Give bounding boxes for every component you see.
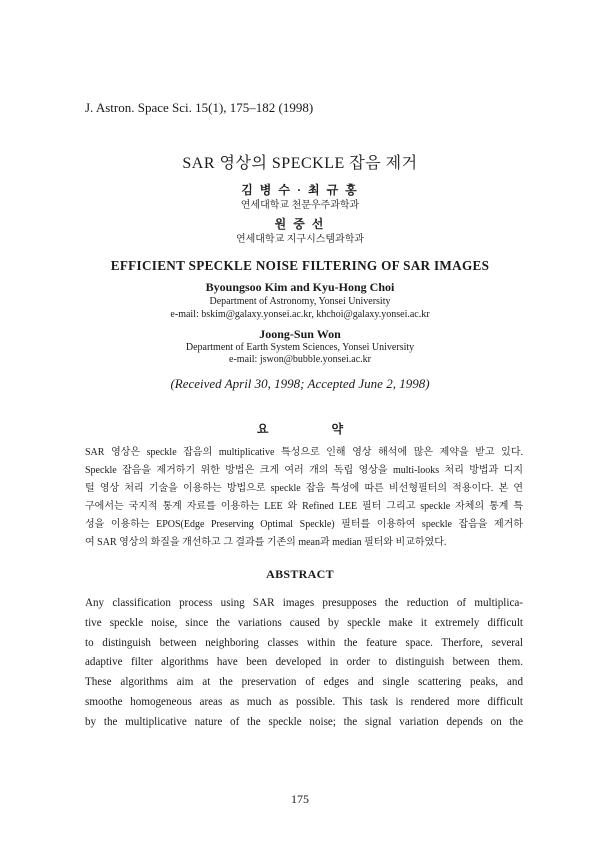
english-abstract-line: to distinguish between neighboring classes within the feature space. Therfore, several <box>85 636 523 649</box>
english-email-2: e-mail: jswon@bubble.yonsei.ac.kr <box>229 354 371 365</box>
korean-abstract-line: 털 영상 처리 기술을 이용하는 방법으로 speckle 잡음 특성에 따른 비선형필터의 적용이다. 본 연 <box>85 483 523 494</box>
english-abstract-line: smoothe homogeneous areas as much as possible. This task is rendered more difficult <box>85 695 523 708</box>
korean-affiliation-2: 연세대학교 지구시스템과학과 <box>235 234 365 245</box>
korean-title: SAR 영상의 SPECKLE 잡음 제거 <box>182 155 418 172</box>
english-title: EFFICIENT SPECKLE NOISE FILTERING OF SAR IMAGES <box>110 258 490 273</box>
korean-abstract-line: 구에서는 국지적 통계 자료를 이용하는 LEE 와 Refined LEE 필터 그리고 speckle 자체의 통계 특 <box>85 501 523 512</box>
english-department-1: Department of Astronomy, Yonsei University <box>209 296 391 307</box>
korean-abstract-line: SAR 영상은 speckle 잡음의 multiplicative 특성으로 인해 영상 해석에 많은 제약을 받고 있다. <box>85 447 523 458</box>
journal-citation: J. Astron. Space Sci. 15(1), 175–182 (1998) <box>85 100 314 115</box>
korean-abstract-body <box>85 444 523 552</box>
korean-abstract-line: 여 SAR 영상의 화질을 개선하고 그 결과를 기존의 mean과 median 필터와 비교하였다. <box>85 537 447 548</box>
korean-abstract-line: 성을 이용하는 EPOS(Edge Preserving Optimal Speckle) 필터를 이용하여 speckle 잡음을 제거하 <box>85 519 523 530</box>
english-abstract-line: adaptive filter algorithms have been developed in order to distinguish between them. <box>85 656 523 669</box>
english-abstract-line: tive speckle noise, since the variations caused by speckle make it extremely difficult <box>85 616 523 629</box>
korean-authors-2: 원 중 선 <box>274 217 326 231</box>
korean-affiliation-1: 연세대학교 천문우주과학과 <box>240 200 360 211</box>
english-department-2: Department of Earth System Sciences, Yonsei University <box>185 342 415 353</box>
korean-abstract-heading: 요 약 <box>256 422 374 436</box>
english-authors-2: Joong-Sun Won <box>259 327 341 341</box>
korean-authors-1: 김 병 수 · 최 규 홍 <box>241 183 359 197</box>
english-abstract-line: by the multiplicative nature of the speckle noise; the signal variation depends on the <box>85 715 523 728</box>
english-abstract-line: These algorithms aim at the preservation of edges and single scattering peaks, and <box>85 676 523 689</box>
english-email-1: e-mail: bskim@galaxy.yonsei.ac.kr, khchoi@galaxy.yonsei.ac.kr <box>170 309 430 320</box>
received-dates: (Received April 30, 1998; Accepted June 2, 1998) <box>170 376 430 391</box>
english-abstract-body <box>85 594 523 733</box>
english-abstract-heading: ABSTRACT <box>266 567 334 581</box>
page-number: 175 <box>291 792 309 806</box>
english-abstract-line: Any classification process using SAR images presupposes the reduction of multiplica- <box>85 597 523 609</box>
korean-abstract-line: Speckle 잡음을 제거하기 위한 방법은 크게 여러 개의 독립 영상을 multi-looks 처리 방법과 디지 <box>85 465 523 476</box>
english-authors-1: Byoungsoo Kim and Kyu-Hong Choi <box>205 280 395 294</box>
